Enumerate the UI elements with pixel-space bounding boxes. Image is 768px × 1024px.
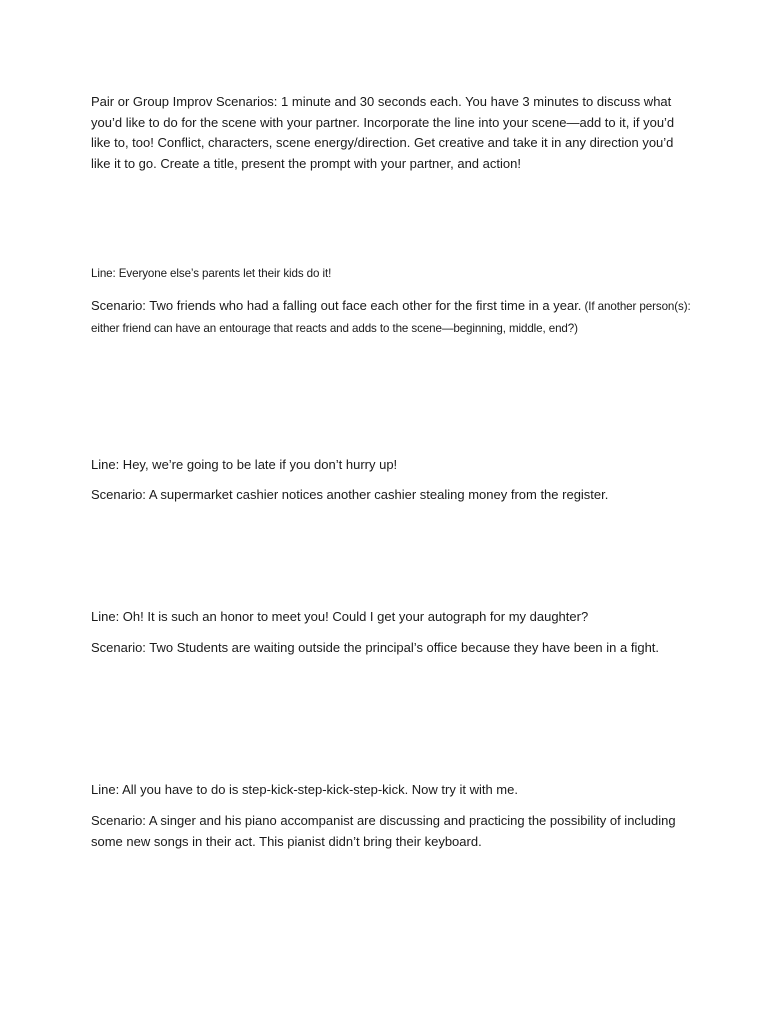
prompt-1-line: Line: Everyone else’s parents let their kids do it! [91, 267, 332, 280]
prompt-2-line: Line: Hey, we’re going to be late if you don’t hurry up! [91, 457, 398, 472]
prompt-2-scenario: Scenario: A supermarket cashier notices another cashier stealing money from the register. [91, 487, 609, 502]
prompt-1-scenario-note: (If another person(s): either friend can have an entourage that reacts and adds to the scene—beginning, middle, end?) [91, 300, 691, 335]
prompt-4-scenario: Scenario: A singer and his piano accompanist are discussing and practicing the possibility of including some new songs in their act. This pianist didn’t bring their keyboard. [91, 813, 676, 849]
prompt-4-line: Line: All you have to do is step-kick-step-kick-step-kick. Now try it with me. [91, 782, 518, 797]
prompt-3-scenario: Scenario: Two Students are waiting outside the principal’s office because they have been in a fight. [91, 640, 660, 655]
prompt-1-scenario-text: Scenario: Two friends who had a falling out face each other for the first time in a year. [91, 298, 582, 313]
prompt-1-scenario [91, 296, 691, 339]
prompt-3-line: Line: Oh! It is such an honor to meet you! Could I get your autograph for my daughter? [91, 609, 589, 624]
intro-paragraph: Pair or Group Improv Scenarios: 1 minute and 30 seconds each. You have 3 minutes to discuss what you’d like to do for the scene with your partner. Incorporate the line into your scene—add to it, if you’d like to, too! Conflict, characters, scene energy/direction. Get creative and take it in any direction you’d like it to go. Create a title, present the prompt with your partner, and action! [91, 94, 675, 171]
